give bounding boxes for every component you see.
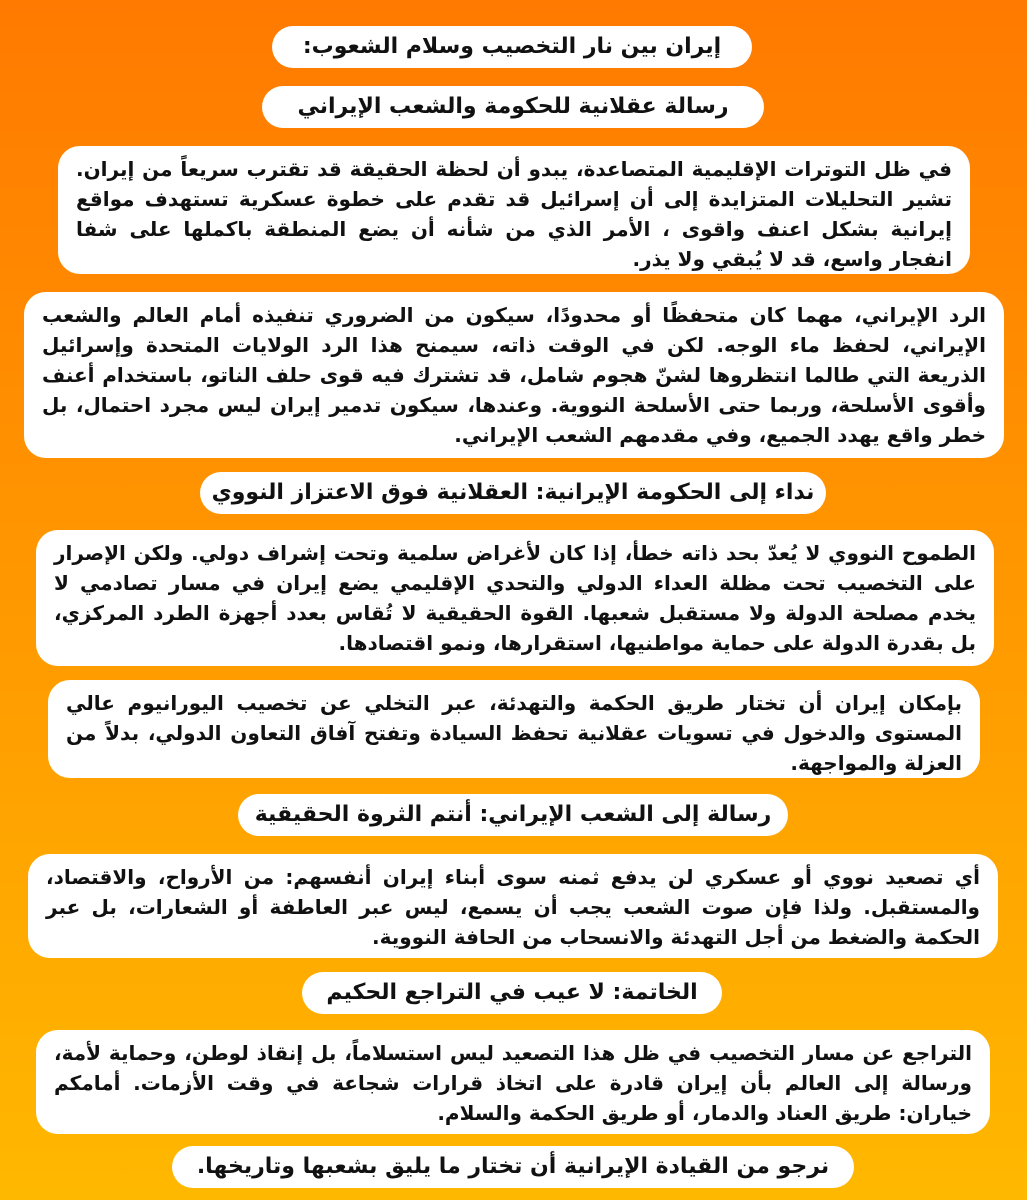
page-title: إيران بين نار التخصيب وسلام الشعوب: xyxy=(272,26,752,68)
intro-paragraph: في ظل التوترات الإقليمية المتصاعدة، يبدو أن لحظة الحقيقة قد تقترب سريعاً من إيران. تشير التحليلات المتزايدة إلى أن إسرائيل قد تقدم على خطوة عسكرية تستهدف مواقع إيرانية بشكل اعنف واقوى ، الأمر الذي من شأنه أن يضع المنطقة باكملها على شفا انفجار واسع، قد لا يُبقي ولا يذر. xyxy=(58,146,970,274)
government-heading: نداء إلى الحكومة الإيرانية: العقلانية فوق الاعتزاز النووي xyxy=(200,472,826,514)
conclusion-heading: الخاتمة: لا عيب في التراجع الحكيم xyxy=(302,972,722,1014)
response-paragraph: الرد الإيراني، مهما كان متحفظًا أو محدودًا، سيكون من الضروري تنفيذه أمام العالم والشعب الإيراني، لحفظ ماء الوجه. لكن في الوقت ذاته، سيمنح هذا الرد الولايات المتحدة وإسرائيل الذريعة التي طالما انتظروها لشنّ هجوم شامل، قد تشترك فيه قوى حلف الناتو، باستخدام أعنف وأقوى الأسلحة، وربما حتى الأسلحة النووية. وعندها، سيكون تدمير إيران ليس مجرد احتمال، بل خطر واقع يهدد الجميع، وفي مقدمهم الشعب الإيراني. xyxy=(24,292,1004,458)
people-paragraph: أي تصعيد نووي أو عسكري لن يدفع ثمنه سوى أبناء إيران أنفسهم: من الأرواح، والاقتصاد، والمستقبل. ولذا فإن صوت الشعب يجب أن يسمع، ليس عبر العاطفة أو الشعارات، بل عبر الحكمة والضغط من أجل التهدئة والانسحاب من الحافة النووية. xyxy=(28,854,998,958)
wisdom-paragraph: بإمكان إيران أن تختار طريق الحكمة والتهدئة، عبر التخلي عن تخصيب اليورانيوم عالي المستوى والدخول في تسويات عقلانية تحفظ السيادة وتفتح آفاق التعاون الدولي، بدلاً من العزلة والمواجهة. xyxy=(48,680,980,778)
conclusion-paragraph: التراجع عن مسار التخصيب في ظل هذا التصعيد ليس استسلاماً، بل إنقاذ لوطن، وحماية لأمة، ورسالة إلى العالم بأن إيران قادرة على اتخاذ قرارات شجاعة في وقت الأزمات. أمامكم خياران: طريق العناد والدمار، أو طريق الحكمة والسلام. xyxy=(36,1030,990,1134)
closing-line: نرجو من القيادة الإيرانية أن تختار ما يليق بشعبها وتاريخها. xyxy=(172,1146,854,1188)
people-heading: رسالة إلى الشعب الإيراني: أنتم الثروة الحقيقية xyxy=(238,794,788,836)
ambition-paragraph: الطموح النووي لا يُعدّ بحد ذاته خطأ، إذا كان لأغراض سلمية وتحت إشراف دولي. ولكن الإصرار على التخصيب تحت مظلة العداء الدولي والتحدي الإقليمي يضع إيران في مسار تصادمي لا يخدم مصلحة الدولة ولا مستقبل شعبها. القوة الحقيقية لا تُقاس بعدد أجهزة الطرد المركزي، بل بقدرة الدولة على حماية مواطنيها، استقرارها، ونمو اقتصادها. xyxy=(36,530,994,666)
page-subtitle: رسالة عقلانية للحكومة والشعب الإيراني xyxy=(262,86,764,128)
